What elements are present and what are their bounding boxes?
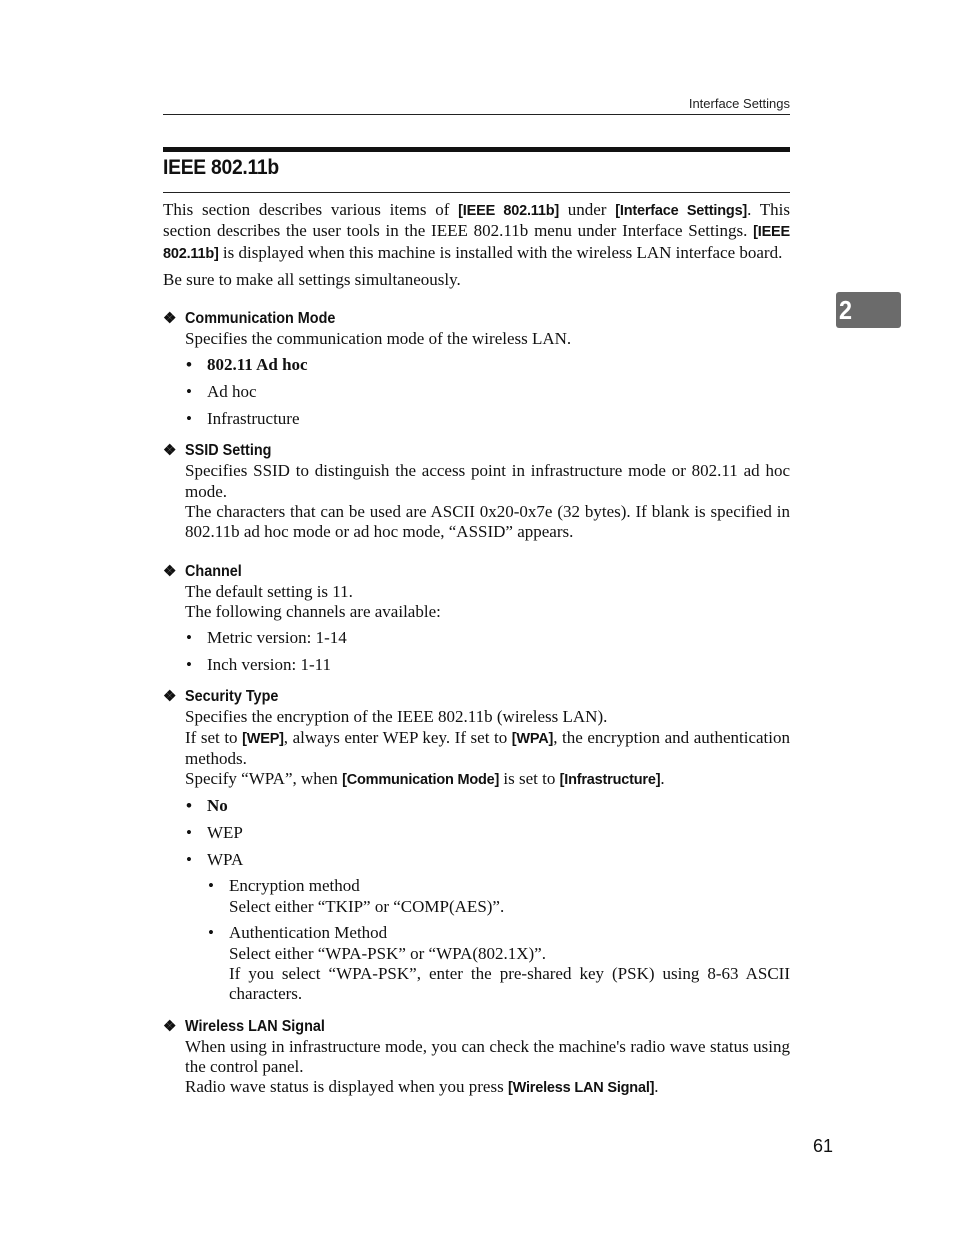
section-heading-communication-mode: ❖ Communication Mode <box>163 310 336 328</box>
section-text: Specifies the communication mode of the wireless LAN. <box>185 329 572 349</box>
section-heading-wireless-lan-signal: ❖ Wireless LAN Signal <box>163 1017 325 1035</box>
chapter-tab: 2 <box>836 292 901 328</box>
section-title: IEEE 802.11b <box>163 156 279 179</box>
section-text: The following channels are available: <box>185 601 441 621</box>
list-item: • Inch version: 1-11 <box>185 655 790 675</box>
running-header: Interface Settings <box>688 96 790 111</box>
sub-list-item: • Encryption method Select either “TKIP” or “COMP(AES)”. <box>207 876 790 917</box>
list-item: • Metric version: 1-14 <box>185 628 790 648</box>
option-list <box>185 355 790 429</box>
section-text: Specify “WPA”, when [Communication Mode] is set to [Infrastructure]. <box>185 769 665 789</box>
section-heading-ssid-setting: ❖ SSID Setting <box>163 442 272 460</box>
ui-label: [Interface Settings] <box>615 203 748 219</box>
list-item: • Ad hoc <box>185 382 790 402</box>
intro-note: Be sure to make all settings simultaneously. <box>163 269 461 289</box>
sub-list-item: • Authentication Method Select either “WPA-PSK” or “WPA(802.1X)”. If you select “WPA-PSK”, enter the pre-shared key (PSK) using 8-63 ASCII characters. <box>207 923 790 1004</box>
section-text: The default setting is 11. <box>185 581 353 601</box>
page-number: 61 <box>812 1136 833 1156</box>
ui-label: [Infrastructure] <box>559 772 661 789</box>
section-text: The characters that can be used are ASCII 0x20-0x7e (32 bytes). If blank is specified in 802.11b ad hoc mode or ad hoc mode, “ASSID” appears. <box>185 501 790 542</box>
title-bar <box>163 147 790 152</box>
page-content <box>163 200 790 1099</box>
list-item: • WPA • Encryption method Select either “TKIP” or “COMP(AES)”. • Authentication Method Select either “WPA-PSK” or “WPA(802.1X)”. If you select “WPA-PSK”, enter the pre-shared key (PSK) using 8-63 ASCII characters. <box>185 850 790 1005</box>
header-rule <box>163 114 790 115</box>
diamond-bullet-icon: ❖ <box>163 310 177 328</box>
diamond-bullet-icon: ❖ <box>163 562 177 580</box>
ui-label: [Wireless LAN Signal] <box>507 1080 655 1097</box>
list-item: • 802.11 Ad hoc <box>185 355 790 375</box>
diamond-bullet-icon: ❖ <box>163 688 177 706</box>
ui-label: [Communication Mode] <box>342 772 500 789</box>
section-text: When using in infrastructure mode, you can check the machine's radio wave status using the control panel. <box>185 1036 790 1076</box>
ui-label: [IEEE 802.11b] <box>163 224 790 262</box>
list-item: • Infrastructure <box>185 409 790 429</box>
diamond-bullet-icon: ❖ <box>163 442 177 460</box>
section-text: Radio wave status is displayed when you press [Wireless LAN Signal]. <box>185 1077 659 1097</box>
section-text: Specifies the encryption of the IEEE 802.11b (wireless LAN). <box>185 707 608 727</box>
sub-option-list <box>207 876 790 1004</box>
diamond-bullet-icon: ❖ <box>163 1017 177 1035</box>
option-list <box>185 628 790 675</box>
section-heading-security-type: ❖ Security Type <box>163 688 279 706</box>
list-item: • WEP <box>185 823 790 843</box>
list-item: • No <box>185 796 790 816</box>
option-list <box>185 796 790 1004</box>
ui-label: [WEP] <box>242 730 284 747</box>
ui-label: [WPA] <box>511 730 554 747</box>
title-rule <box>163 192 790 193</box>
intro-paragraph: This section describes various items of [IEEE 802.11b] under [Interface Settings]. This section describes the user tools in the IEEE 802.11b menu under Interface Settings. [IEEE 802.11b] is displayed when this machine is installed with the wireless LAN interface board. <box>163 200 790 262</box>
ui-label: [IEEE 802.11b] <box>458 203 560 219</box>
section-heading-channel: ❖ Channel <box>163 562 242 580</box>
section-text: If set to [WEP], always enter WEP key. If set to [WPA], the encryption and authentication methods. <box>185 727 791 768</box>
section-text: Specifies SSID to distinguish the access point in infrastructure mode or 802.11 ad hoc mode. <box>185 461 790 501</box>
